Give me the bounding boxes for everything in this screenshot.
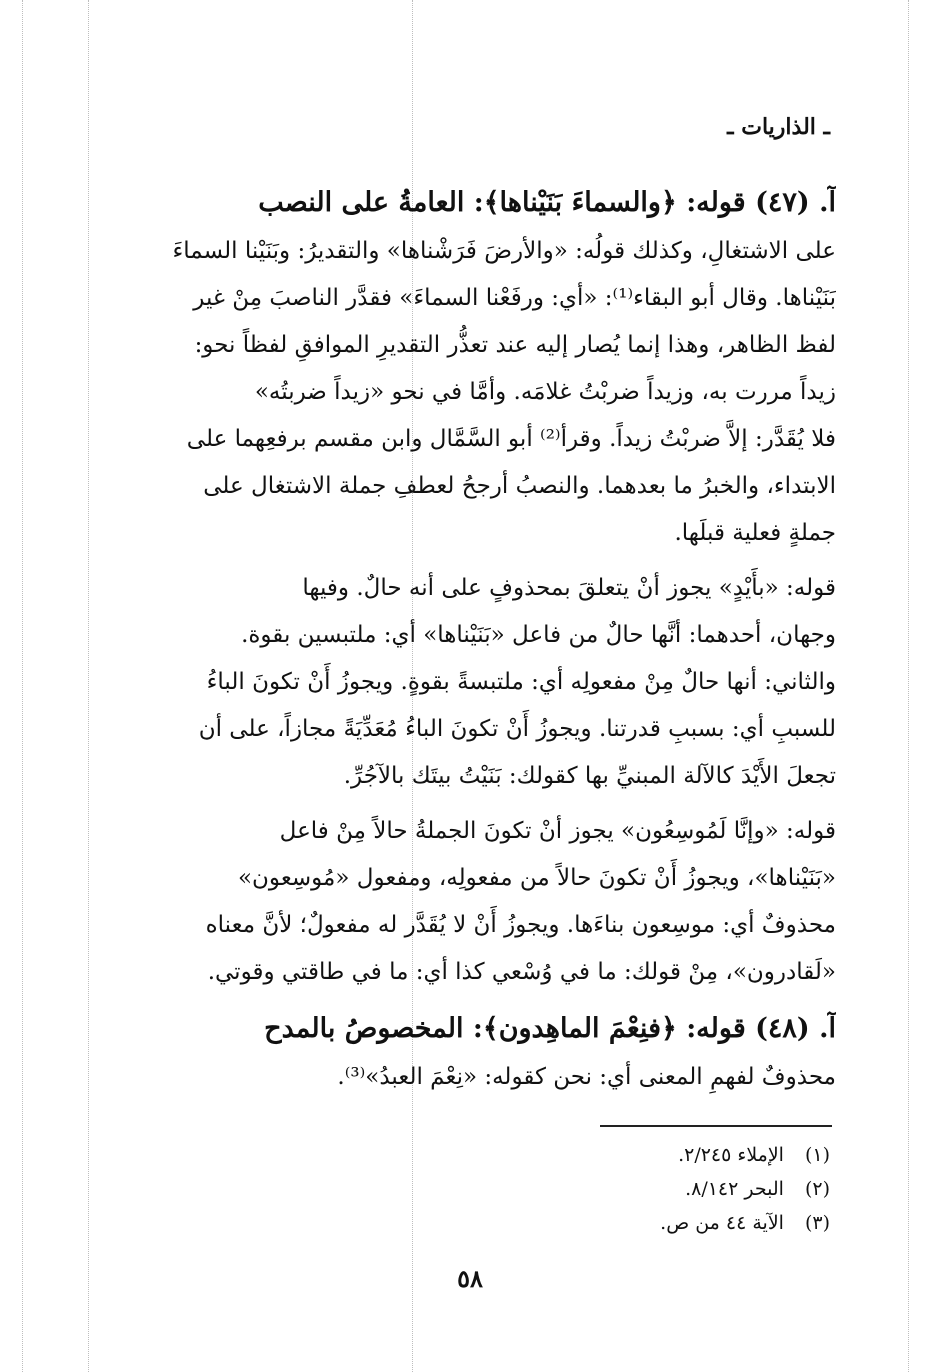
text-line: قوله: «وإنَّا لَمُوسِعُون» يجوز أنْ تكونَ الجملةُ حالاً مِنْ فاعل xyxy=(279,818,836,844)
text-line: محذوفٌ لفهمِ المعنى أي: نحن كقوله: «نِعْمَ العبدُ»⁽³⁾. xyxy=(337,1064,836,1090)
text-line: «لَقادرون»، مِنْ قولك: ما في وُسْعي كذا أي: ما في طاقتي وقوتي. xyxy=(207,959,836,985)
text-line: جملةٍ فعلية قبلَها. xyxy=(674,520,836,546)
text-line: الابتداء، والخبرُ ما بعدهما. والنصبُ أرجحُ لعطفِ جملة الاشتغال على xyxy=(203,473,836,499)
text-line: قوله: «بأَيْدٍ» يجوز أنْ يتعلقَ بمحذوفٍ على أنه حالٌ. وفيها xyxy=(302,575,836,601)
margin-guide xyxy=(88,0,89,1372)
text-line: آ. (٤٧) قوله: ﴿والسماءَ بَنَيْناها﴾: العامةُ على النصب xyxy=(258,187,836,218)
paragraph-biayd xyxy=(96,565,836,800)
running-header: ـ الذاريات ـ xyxy=(727,114,830,140)
footnote xyxy=(660,1206,830,1240)
footnote-number: (٢) xyxy=(804,1178,830,1200)
text-line: على الاشتغالِ، وكذلك قولُه: «والأرضَ فَرَشْناها» والتقديرُ: وبَنَيْنا السماءَ xyxy=(172,238,836,264)
footnote-number: (٣) xyxy=(804,1212,830,1234)
paragraph-verse-47 xyxy=(96,178,836,557)
footnotes xyxy=(660,1138,830,1240)
main-text xyxy=(96,178,836,1101)
footnote-divider xyxy=(600,1125,832,1127)
text-line: آ. (٤٨) قوله: ﴿فنِعْمَ الماهِدون﴾: المخصوصُ بالمدح xyxy=(264,1013,836,1044)
text-line: «بَنَيْناها»، ويجوزُ أَنْ تكونَ حالاً من مفعولِه، ومفعول «مُوسِعون» xyxy=(237,865,836,891)
text-line: والثاني: أنها حالٌ مِنْ مفعولِه أي: ملتبسةً بقوةٍ. ويجوزُ أَنْ تكونَ الباءُ xyxy=(206,669,836,695)
text-line: محذوفٌ أي: موسِعون بناءَها. ويجوزُ أَنْ لا يُقَدَّر له مفعولٌ؛ لأنَّ معناه xyxy=(205,912,836,938)
text-line: بَنَيْناها. وقال أبو البقاء⁽¹⁾: «أي: ورفَعْنا السماءَ» فقدَّر الناصبَ مِنْ غير xyxy=(193,285,836,311)
text-line: للسببِ أي: بسببِ قدرتنا. ويجوزُ أَنْ تكونَ الباءُ مُعَدِّيَةً مجازاً، على أن xyxy=(198,716,836,742)
text-line: وجهان، أحدهما: أنَّها حالٌ من فاعل «بَنَيْناها» أي: ملتبسين بقوة. xyxy=(241,622,836,648)
footnote xyxy=(660,1172,830,1206)
text-line: لفظ الظاهر، وهذا إنما يُصار إليه عند تعذُّر التقديرِ الموافقِ لفظاً نحو: xyxy=(194,332,836,358)
margin-guide xyxy=(22,0,23,1372)
footnote-text: الإملاء ٢/٢٤٥. xyxy=(678,1144,784,1166)
page-number: ٥٨ xyxy=(457,1264,483,1293)
paragraph-musiun xyxy=(96,808,836,996)
margin-guide xyxy=(908,0,909,1372)
paragraph-verse-48 xyxy=(96,1004,836,1101)
footnote-text: البحر ٨/١٤٢. xyxy=(685,1178,784,1200)
footnote xyxy=(660,1138,830,1172)
footnote-text: الآية ٤٤ من ص. xyxy=(660,1212,784,1234)
text-line: فلا يُقَدَّر: إلاَّ ضربْتُ زيداً. وقرأ⁽²⁾ أبو السَّمَّال وابن مقسم برفعِهما على xyxy=(186,426,836,452)
text-line: تجعلَ الأَيْدَ كالآلة المبنيِّ بها كقولك: بَنَيْتُ بيتَك بالآجُرِّ. xyxy=(343,763,836,789)
footnote-number: (١) xyxy=(804,1144,830,1166)
text-line: زيداً مررت به، وزيداً ضربْتُ غلامَه. وأمَّا في نحو «زيداً ضربتُه» xyxy=(254,379,836,405)
